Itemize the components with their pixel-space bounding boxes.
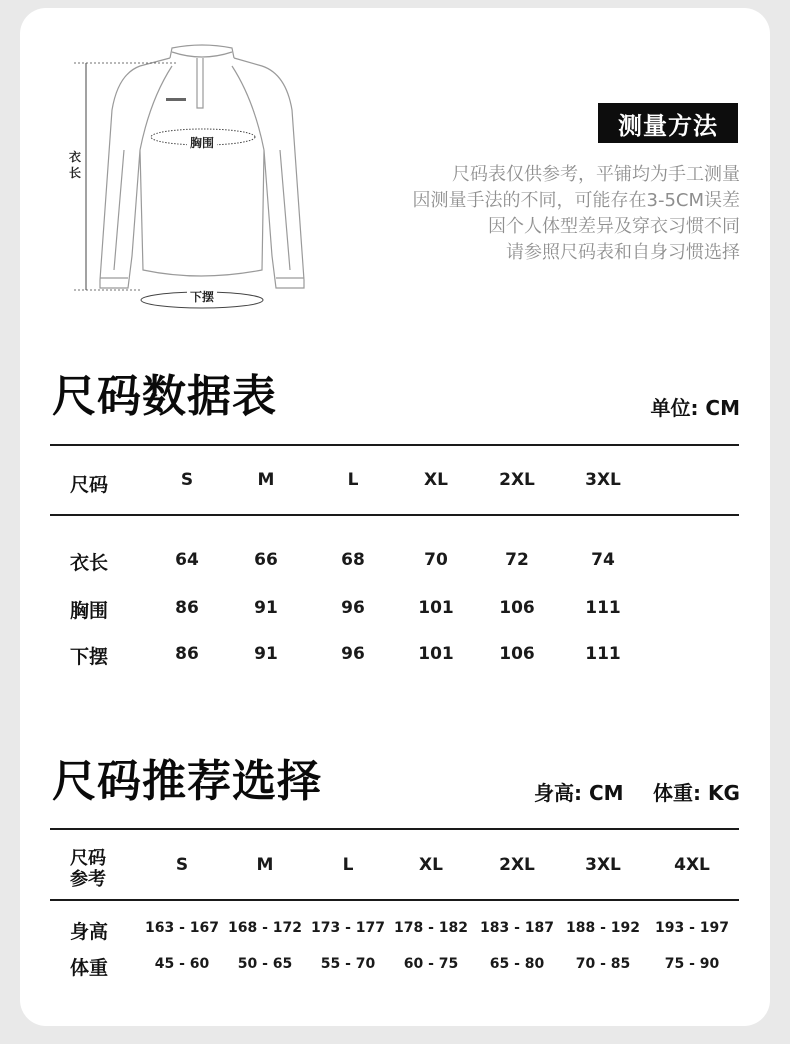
table-cell: 75 - 90 [664, 956, 720, 972]
table-cell: 106 [499, 644, 535, 664]
note-line-4: 请参照尺码表和自身习惯选择 [506, 242, 740, 263]
measure-method-badge: 测量方法 [598, 103, 738, 143]
table-cell: 111 [585, 644, 621, 664]
table-cell: 96 [341, 644, 365, 664]
divider [50, 514, 739, 516]
size-column-header: 4XL [674, 855, 710, 875]
size-column-header: 2XL [499, 470, 535, 490]
row-label: 身高 [70, 921, 109, 943]
table-cell: 74 [591, 550, 615, 570]
shirt-diagram [60, 40, 330, 320]
size-column-header: 3XL [585, 470, 621, 490]
size-column-header: L [347, 470, 359, 490]
size-column-header: S [175, 855, 189, 875]
size-column-header: XL [419, 855, 443, 875]
size-column-header: S [180, 470, 194, 490]
divider [50, 828, 739, 830]
table-cell: 188 - 192 [565, 920, 641, 936]
table-cell: 91 [254, 598, 278, 618]
note-line-1: 尺码表仅供参考，平铺均为手工测量 [452, 164, 740, 185]
table-cell: 178 - 182 [393, 920, 469, 936]
hem-label: 下摆 [187, 288, 217, 305]
note-line-3: 因个人体型差异及穿衣习惯不同 [488, 216, 740, 237]
table-cell: 96 [341, 598, 365, 618]
size-table-unit: 单位: CM [650, 396, 740, 420]
table-cell: 66 [254, 550, 278, 570]
row-label: 衣长 [70, 552, 109, 574]
size-column-header: XL [424, 470, 448, 490]
size-column-header: 3XL [585, 855, 621, 875]
table-cell: 101 [418, 644, 454, 664]
table-cell: 45 - 60 [154, 956, 210, 972]
recommend-title: 尺码推荐选择 [52, 756, 322, 807]
note-line-2: 因测量手法的不同，可能存在3-5CM误差 [412, 190, 740, 211]
size-header-label: 尺码 [70, 474, 109, 496]
row-label: 体重 [70, 957, 109, 979]
table-cell: 106 [499, 598, 535, 618]
table-cell: 183 - 187 [479, 920, 555, 936]
length-label: 衣长 [69, 150, 82, 180]
table-cell: 70 [424, 550, 448, 570]
table-cell: 86 [175, 644, 199, 664]
table-cell: 111 [585, 598, 621, 618]
table-cell: 86 [175, 598, 199, 618]
row-label: 下摆 [70, 646, 109, 668]
table-cell: 65 - 80 [489, 956, 545, 972]
table-cell: 91 [254, 644, 278, 664]
table-cell: 55 - 70 [320, 956, 376, 972]
divider [50, 444, 739, 446]
table-cell: 101 [418, 598, 454, 618]
recommend-header-label: 尺码 参考 [70, 848, 106, 890]
size-column-header: M [257, 470, 275, 490]
size-column-header: 2XL [499, 855, 535, 875]
table-cell: 193 - 197 [654, 920, 730, 936]
table-cell: 50 - 65 [237, 956, 293, 972]
chest-label: 胸围 [187, 134, 217, 151]
size-column-header: L [342, 855, 354, 875]
size-table-title: 尺码数据表 [52, 371, 277, 422]
table-cell: 60 - 75 [403, 956, 459, 972]
height-unit: 身高: CM [534, 781, 624, 805]
table-cell: 70 - 85 [575, 956, 631, 972]
table-cell: 68 [341, 550, 365, 570]
table-cell: 64 [175, 550, 199, 570]
table-cell: 168 - 172 [227, 920, 303, 936]
divider [50, 899, 739, 901]
table-cell: 163 - 167 [144, 920, 220, 936]
table-cell: 72 [505, 550, 529, 570]
row-label: 胸围 [70, 600, 109, 622]
size-column-header: M [256, 855, 274, 875]
table-cell: 173 - 177 [310, 920, 386, 936]
weight-unit: 体重: KG [653, 781, 740, 805]
